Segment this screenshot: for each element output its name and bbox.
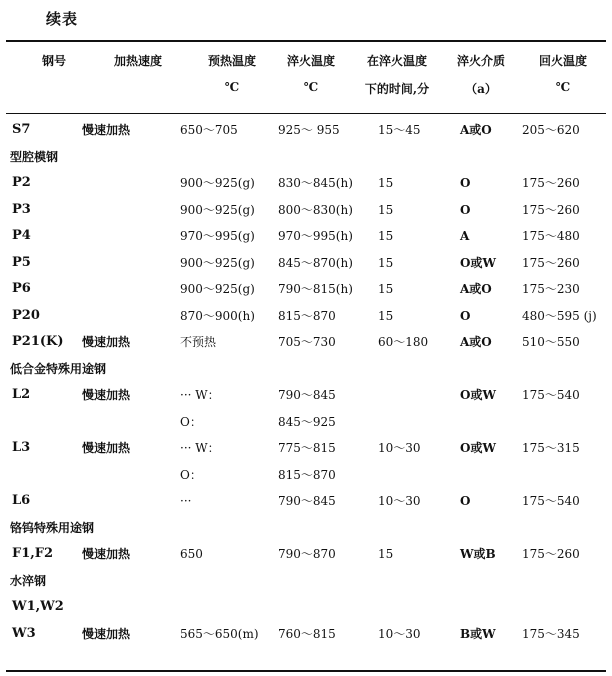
- section-heading: 型腔模钢: [10, 150, 59, 164]
- cell-preheat-temp: 970～995(g): [180, 229, 255, 243]
- cell-temper-temp: 175～260: [522, 256, 580, 270]
- table-row: [0, 489, 612, 513]
- cell-grade: P20: [12, 308, 40, 323]
- cell-preheat-temp: 900～925(g): [180, 282, 255, 296]
- cell-heating-speed: 慢速加热: [82, 335, 131, 349]
- cell-heating-speed: 慢速加热: [82, 627, 131, 641]
- cell-hold-time: 60～180: [378, 335, 429, 349]
- table-row: [0, 251, 612, 275]
- cell-preheat-temp: ··· W：: [180, 441, 220, 455]
- table-row: [0, 542, 612, 566]
- cell-grade: P3: [12, 202, 31, 217]
- cell-quench-medium: O: [460, 203, 471, 217]
- cell-preheat-temp: 565～650(m): [180, 627, 259, 641]
- page-title: 续表: [46, 10, 79, 28]
- cell-temper-temp: 510～550: [522, 335, 580, 349]
- cell-hold-time: 15: [378, 176, 394, 190]
- cell-quench-temp: 790～870: [278, 547, 336, 561]
- cell-quench-medium: W或B: [460, 547, 496, 561]
- header-quench-unit: ℃: [303, 80, 319, 94]
- section-heading: 低合金特殊用途钢: [10, 362, 107, 376]
- section-heading: 铬钨特殊用途钢: [10, 521, 95, 535]
- header-temper-unit: ℃: [555, 80, 571, 94]
- cell-preheat-temp: O：: [180, 468, 202, 482]
- cell-quench-temp: 815～870: [278, 309, 336, 323]
- table-row: [0, 622, 612, 646]
- header-preheat-temp: 预热温度: [207, 54, 256, 68]
- cell-quench-medium: O或W: [460, 256, 496, 270]
- cell-grade: F1,F2: [12, 546, 54, 561]
- header-preheat-unit: ℃: [224, 80, 240, 94]
- cell-grade: P4: [12, 228, 31, 243]
- cell-temper-temp: 175～260: [522, 176, 580, 190]
- cell-preheat-temp: ··· W：: [180, 388, 220, 402]
- table-row: [0, 171, 612, 195]
- cell-hold-time: 15: [378, 229, 394, 243]
- table-row: [0, 410, 612, 434]
- table-row: [0, 330, 612, 354]
- table-row: [0, 304, 612, 328]
- table-row: [0, 383, 612, 407]
- cell-quench-medium: A或O: [460, 123, 492, 137]
- header-rule: [6, 113, 606, 114]
- cell-grade: L2: [12, 387, 31, 402]
- cell-temper-temp: 175～230: [522, 282, 580, 296]
- cell-quench-temp: 845～870(h): [278, 256, 353, 270]
- cell-preheat-temp: 900～925(g): [180, 203, 255, 217]
- cell-preheat-temp: ···: [180, 494, 192, 508]
- cell-quench-temp: 815～870: [278, 468, 336, 482]
- cell-quench-medium: O或W: [460, 441, 496, 455]
- header-hold-time: 在淬火温度: [366, 54, 427, 68]
- cell-quench-temp: 925～ 955: [278, 123, 340, 137]
- cell-quench-temp: 705～730: [278, 335, 336, 349]
- cell-preheat-temp: 不预热: [180, 335, 217, 349]
- cell-grade: P6: [12, 281, 31, 296]
- cell-preheat-temp: 900～925(g): [180, 256, 255, 270]
- cell-quench-medium: A或O: [460, 335, 492, 349]
- cell-quench-temp: 790～815(h): [278, 282, 353, 296]
- cell-preheat-temp: O：: [180, 415, 202, 429]
- cell-grade: W1,W2: [12, 599, 64, 614]
- cell-quench-medium: O: [460, 309, 471, 323]
- table-row: [0, 277, 612, 301]
- cell-heating-speed: 慢速加热: [82, 441, 131, 455]
- cell-preheat-temp: 900～925(g): [180, 176, 255, 190]
- cell-temper-temp: 205～620: [522, 123, 580, 137]
- table-row: [0, 118, 612, 142]
- section-heading-row: [0, 145, 612, 169]
- cell-grade: L3: [12, 440, 31, 455]
- cell-temper-temp: 175～315: [522, 441, 580, 455]
- header-temper-temp: 回火温度: [538, 54, 587, 68]
- section-heading-row: [0, 569, 612, 593]
- cell-grade: S7: [12, 122, 31, 137]
- cell-quench-temp: 845～925: [278, 415, 336, 429]
- table-row: [0, 436, 612, 460]
- cell-quench-temp: 775～815: [278, 441, 336, 455]
- cell-quench-medium: O: [460, 176, 471, 190]
- table-row: [0, 198, 612, 222]
- cell-preheat-temp: 650: [180, 547, 203, 561]
- cell-quench-temp: 970～995(h): [278, 229, 353, 243]
- cell-grade: W3: [12, 626, 36, 641]
- cell-grade: P5: [12, 255, 31, 270]
- table-row: [0, 224, 612, 248]
- cell-quench-medium: B或W: [460, 627, 496, 641]
- table-bottom-rule: [6, 670, 606, 672]
- header-medium-note: （a）: [465, 82, 497, 96]
- cell-preheat-temp: 870～900(h): [180, 309, 255, 323]
- cell-grade: P21(K): [12, 334, 64, 349]
- header-quench-temp: 淬火温度: [286, 54, 335, 68]
- cell-temper-temp: 480～595 (j): [522, 309, 597, 323]
- cell-quench-temp: 790～845: [278, 494, 336, 508]
- header-heating-speed: 加热速度: [113, 54, 162, 68]
- cell-temper-temp: 175～540: [522, 388, 580, 402]
- cell-temper-temp: 175～540: [522, 494, 580, 508]
- cell-hold-time: 10～30: [378, 441, 421, 455]
- table-row: [0, 463, 612, 487]
- cell-quench-temp: 800～830(h): [278, 203, 353, 217]
- cell-hold-time: 15: [378, 309, 394, 323]
- header-quench-medium: 淬火介质: [456, 54, 505, 68]
- table-top-rule: [6, 40, 606, 42]
- cell-quench-medium: O或W: [460, 388, 496, 402]
- cell-hold-time: 10～30: [378, 494, 421, 508]
- cell-hold-time: 15: [378, 547, 394, 561]
- cell-hold-time: 15: [378, 203, 394, 217]
- cell-quench-medium: O: [460, 494, 471, 508]
- cell-grade: P2: [12, 175, 31, 190]
- cell-hold-time: 15: [378, 256, 394, 270]
- section-heading: 水淬钢: [10, 574, 47, 588]
- cell-heating-speed: 慢速加热: [82, 123, 131, 137]
- table-row: [0, 595, 612, 619]
- cell-heating-speed: 慢速加热: [82, 388, 131, 402]
- cell-temper-temp: 175～260: [522, 547, 580, 561]
- section-heading-row: [0, 516, 612, 540]
- header-grade: 钢号: [41, 54, 66, 68]
- cell-heating-speed: 慢速加热: [82, 547, 131, 561]
- header-hold-time-unit: 下的时间,分: [364, 82, 430, 96]
- cell-quench-temp: 830～845(h): [278, 176, 353, 190]
- cell-quench-temp: 790～845: [278, 388, 336, 402]
- cell-temper-temp: 175～260: [522, 203, 580, 217]
- cell-quench-medium: A: [460, 229, 470, 243]
- cell-hold-time: 15～45: [378, 123, 421, 137]
- cell-temper-temp: 175～345: [522, 627, 580, 641]
- section-heading-row: [0, 357, 612, 381]
- cell-grade: L6: [12, 493, 31, 508]
- cell-temper-temp: 175～480: [522, 229, 580, 243]
- cell-quench-medium: A或O: [460, 282, 492, 296]
- cell-hold-time: 15: [378, 282, 394, 296]
- cell-hold-time: 10～30: [378, 627, 421, 641]
- cell-quench-temp: 760～815: [278, 627, 336, 641]
- cell-preheat-temp: 650～705: [180, 123, 238, 137]
